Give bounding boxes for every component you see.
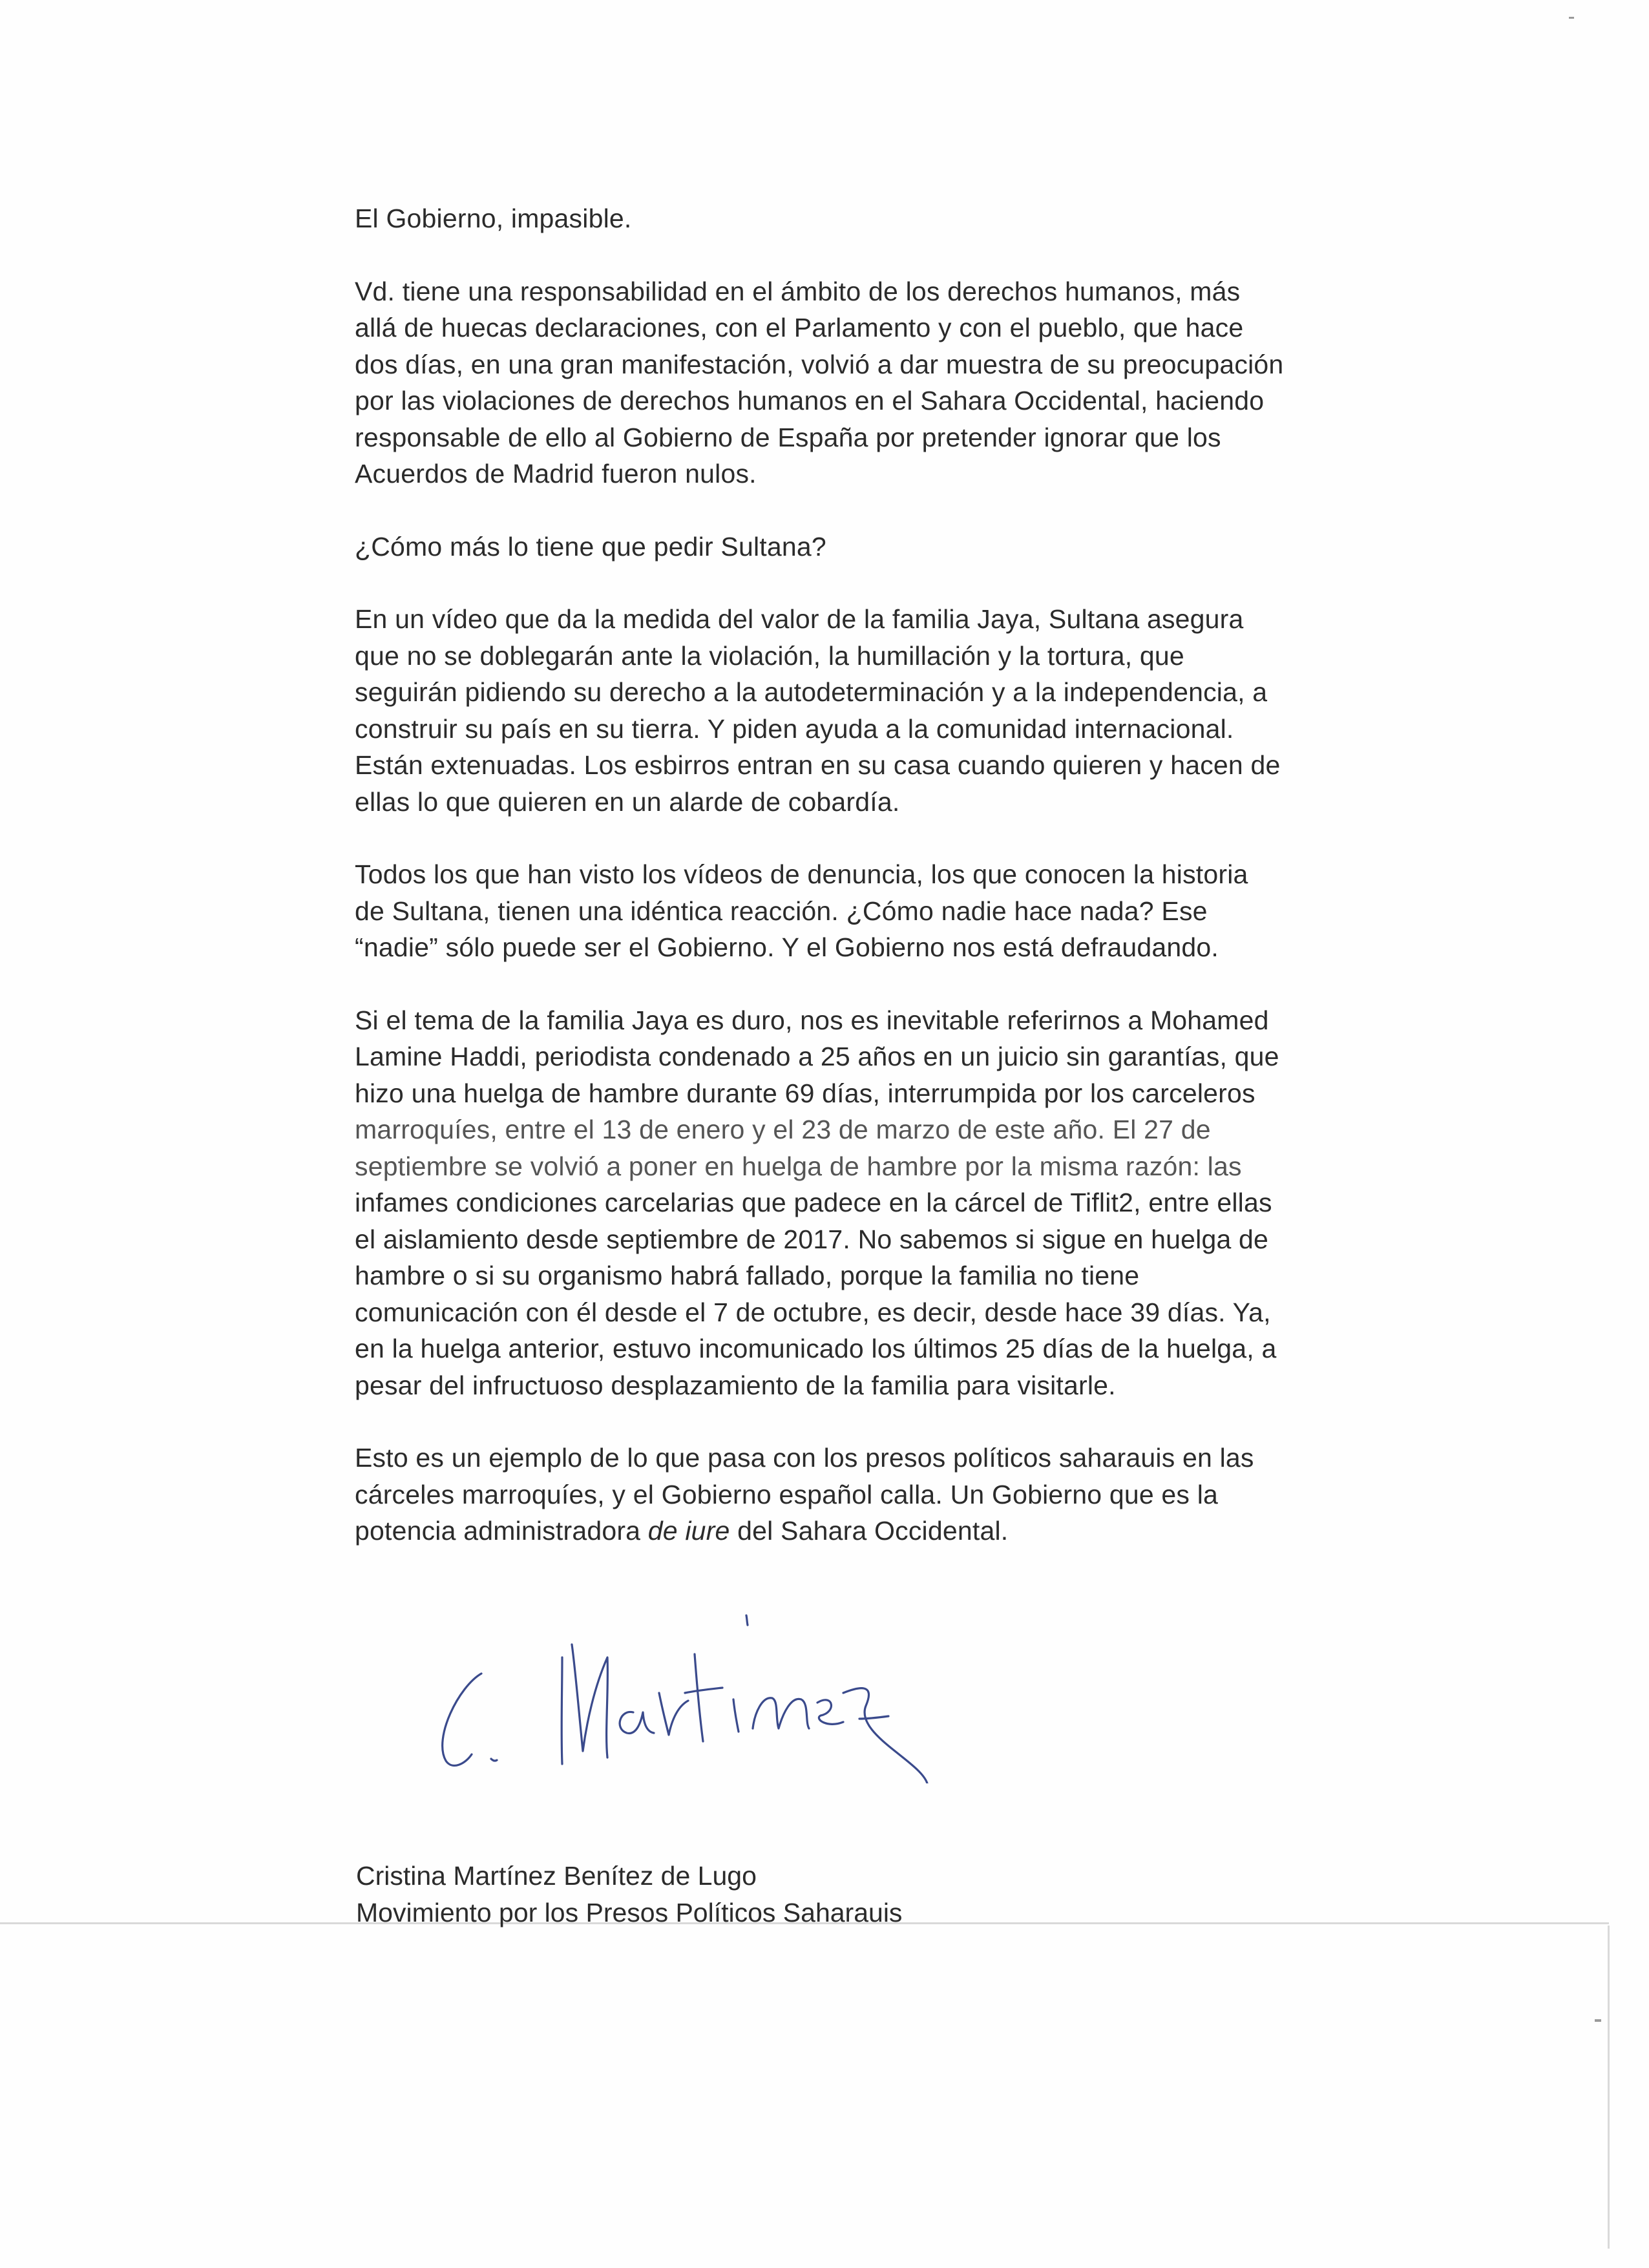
paragraph-haddi (355, 1002, 1395, 1404)
paragraph-video (355, 601, 1395, 820)
italic-phrase: de iure (647, 1516, 730, 1546)
text-line: comunicación con él desde el 7 de octubre, es decir, desde hace 39 días. Ya, (355, 1297, 1271, 1327)
text-line: Si el tema de la familia Jaya es duro, nos es inevitable referirnos a Mohamed (355, 1005, 1269, 1035)
signer-organization: Movimiento por los Presos Políticos Saharauis (356, 1898, 903, 1927)
text-segment: del Sahara Occidental. (730, 1516, 1009, 1546)
text-line: por las violaciones de derechos humanos en el Sahara Occidental, haciendo (355, 386, 1265, 415)
paragraph-question (355, 529, 1395, 565)
scan-mark-top-right (1569, 17, 1574, 19)
text-line: cárceles marroquíes, y el Gobierno español calla. Un Gobierno que es la (355, 1479, 1219, 1509)
text-line: Están extenuadas. Los esbirros entran en su casa cuando quieren y hacen de (355, 750, 1281, 780)
text-line: ellas lo que quieren en un alarde de cobardía. (355, 786, 900, 817)
text-line: seguirán pidiendo su derecho a la autodeterminación y a la independencia, a (355, 677, 1268, 707)
text-line: Acuerdos de Madrid fueron nulos. (355, 459, 757, 488)
text-segment: potencia administradora (355, 1516, 648, 1546)
paragraph-heading (355, 200, 1395, 237)
text-line: allá de huecas declaraciones, con el Parlamento y con el pueblo, que hace (355, 313, 1244, 342)
signer-name: Cristina Martínez Benítez de Lugo (356, 1861, 757, 1891)
text-line: En un vídeo que da la medida del valor de la familia Jaya, Sultana asegura (355, 604, 1244, 634)
paragraph-reaction (355, 856, 1395, 966)
text-line: responsable de ello al Gobierno de España por pretender ignorar que los (355, 422, 1221, 452)
paragraph-responsibility (355, 273, 1395, 492)
scan-right-edge (1608, 1926, 1610, 2249)
text-line: dos días, en una gran manifestación, volvió a dar muestra de su preocupación (355, 349, 1284, 379)
text-line: que no se doblegarán ante la violación, la humillación y la tortura, que (355, 640, 1184, 671)
text-line: hizo una huelga de hambre durante 69 días, interrumpida por los carceleros (355, 1078, 1255, 1108)
letter-body (355, 200, 1395, 1586)
text-line: Vd. tiene una responsabilidad en el ámbito de los derechos humanos, más (355, 276, 1241, 306)
paragraph-conclusion (355, 1440, 1395, 1549)
scan-mark-right (1595, 2019, 1601, 2022)
text-line: hambre o si su organismo habrá fallado, porque la familia no tiene (355, 1261, 1140, 1290)
text-line: construir su país en su tierra. Y piden ayuda a la comunidad internacional. (355, 713, 1234, 744)
text-line: septiembre se volvió a poner en huelga de hambre por la misma razón: las (355, 1151, 1242, 1181)
text-line: Esto es un ejemplo de lo que pasa con los presos políticos saharauis en las (355, 1443, 1254, 1473)
text-line: El Gobierno, impasible. (355, 204, 632, 233)
text-line: Todos los que han visto los vídeos de denuncia, los que conocen la historia (355, 859, 1248, 889)
text-line: ¿Cómo más lo tiene que pedir Sultana? (355, 531, 826, 562)
text-line (355, 1513, 1395, 1549)
text-line: Lamine Haddi, periodista condenado a 25 años en un juicio sin garantías, que (355, 1042, 1279, 1071)
text-line: marroquíes, entre el 13 de enero y el 23 de marzo de este año. El 27 de (355, 1115, 1211, 1144)
text-line: pesar del infructuoso desplazamiento de la familia para visitarle. (355, 1370, 1116, 1400)
text-line: infames condiciones carcelarias que padece en la cárcel de Tiflit2, entre ellas (355, 1188, 1272, 1217)
text-line: de Sultana, tienen una idéntica reacción. ¿Cómo nadie hace nada? Ese (355, 896, 1208, 926)
handwritten-signature (414, 1590, 1008, 1783)
text-line: en la huelga anterior, estuvo incomunicado los últimos 25 días de la huelga, a (355, 1334, 1277, 1363)
text-line: el aislamiento desde septiembre de 2017. No sabemos si sigue en huelga de (355, 1224, 1269, 1254)
text-line: “nadie” sólo puede ser el Gobierno. Y el Gobierno nos está defraudando. (355, 932, 1219, 962)
